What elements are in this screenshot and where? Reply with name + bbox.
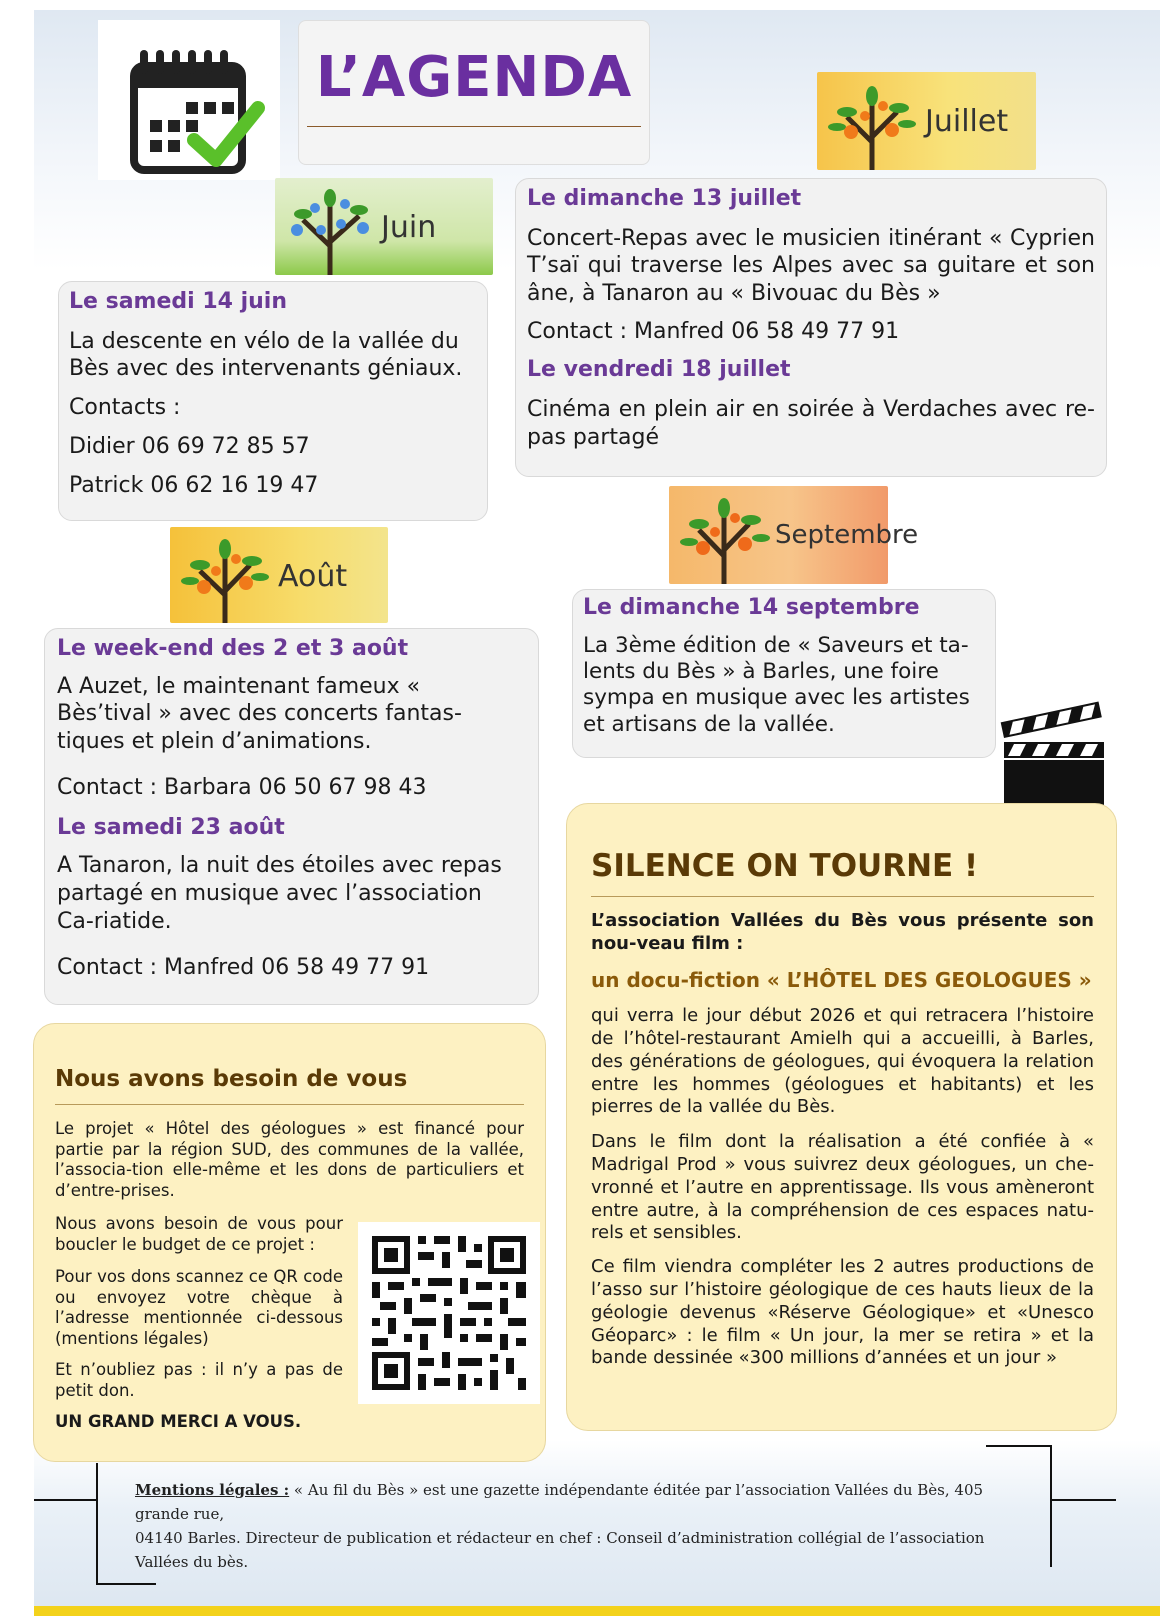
event-description: La 3ème édition de « Saveurs et ta-lents du Bès » à Barles, une foire sympa en musique avec les artistes et artisans de la vallée.: [583, 632, 970, 737]
event-date: Le samedi 23 août: [57, 815, 285, 841]
legal-mentions: [135, 1478, 1035, 1574]
juin-banner: [275, 178, 493, 275]
calendar-icon-box: [98, 20, 280, 180]
contact-line: Contact : Manfred 06 58 49 77 91: [527, 319, 900, 345]
orange-tree-icon: [170, 527, 280, 623]
legal-label: Mentions légales :: [135, 1481, 290, 1499]
aout-banner: [170, 527, 388, 623]
footer-right-top: [986, 1445, 1052, 1447]
month-label-aout: Août: [278, 559, 348, 594]
event-date: Le week-end des 2 et 3 août: [57, 636, 409, 661]
contact-line: Contact : Manfred 06 58 49 77 91: [57, 954, 430, 980]
besoin-card: [33, 1023, 546, 1462]
agenda-title-box: [298, 20, 650, 165]
contact-line: Contact : Barbara 06 50 67 98 43: [57, 775, 427, 801]
juin-event-card: [58, 281, 488, 521]
film-intro: L’association Vallées du Bès vous présente son nou-veau film :: [591, 910, 1094, 954]
donation-qr-code[interactable]: [358, 1222, 540, 1404]
film-subtitle: un docu-fiction « L’HÔTEL DES GEOLOGUES »: [591, 968, 1092, 992]
legal-line2: 04140 Barles. Directeur de publication et rédacteur en chef : Conseil d’administration collégial de l’association Vallées du bès.: [135, 1529, 985, 1571]
contact-line: Patrick 06 62 16 19 47: [69, 473, 319, 499]
blue-flower-tree-icon: [275, 178, 385, 275]
legal-line1: « Au fil du Bès » est une gazette indépendante éditée par l’association Vallées du Bès, 405 grande rue,: [135, 1481, 984, 1523]
footer-right-bracket: [1050, 1445, 1052, 1567]
calendar-check-icon: [98, 20, 280, 180]
footer-right-hline: [1050, 1499, 1116, 1501]
besoin-paragraph: Le projet « Hôtel des géologues » est financé pour partie par la région SUD, des communes de la vallée, l’associa-tion elle-même et les dons de particuliers et d’entre-prises.: [55, 1119, 524, 1200]
film-paragraph: Ce film viendra compléter les 2 autres productions de l’asso sur l’histoire géologique de ces hauts lieux de la géologie devenus «Réserve Géologique» et «Unesco Géoparc» : le film « Un jour, la mer se retira » et la bande dessinée «300 millions d’années et un jour »: [591, 1256, 1094, 1369]
event-description: A Tanaron, la nuit des étoiles avec repas partagé en musique avec l’association Ca-riatide.: [57, 852, 502, 934]
footer-left-hline: [34, 1499, 98, 1501]
orange-tree-icon: [669, 486, 779, 584]
title-underline: [307, 126, 641, 127]
event-date: Le dimanche 13 juillet: [527, 186, 802, 211]
besoin-thanks: UN GRAND MERCI A VOUS.: [55, 1412, 302, 1431]
film-title: SILENCE ON TOURNE !: [591, 848, 979, 884]
besoin-divider: [55, 1104, 524, 1105]
film-card: [566, 803, 1117, 1431]
event-description: A Auzet, le maintenant fameux « Bès’tival » avec des concerts fantas-tiques et plein d’animations.: [57, 673, 462, 755]
event-description: Cinéma en plein air en soirée à Verdaches avec re-pas partagé: [527, 396, 1095, 450]
film-divider: [591, 896, 1094, 897]
event-date: Le vendredi 18 juillet: [527, 357, 791, 383]
besoin-title: Nous avons besoin de vous: [55, 1066, 408, 1092]
film-paragraph: qui verra le jour début 2026 et qui retracera l’histoire de l’hôtel-restaurant Amielh qui a accueilli, à Barles, des générations de géologues, qui évoquera la relation entre les hommes (géologues et habitants) et les pierres de la vallée du Bès.: [591, 1005, 1094, 1118]
footer-left-bracket: [96, 1463, 98, 1585]
septembre-banner: [669, 486, 919, 584]
month-label-juin: Juin: [381, 210, 437, 245]
septembre-event-card: [572, 589, 996, 758]
month-label-septembre: Septembre: [775, 520, 919, 550]
event-description: Concert-Repas avec le musicien itinérant « Cyprien T’saï qui traverse les Alpes avec sa guitare et son âne, à Tanaron au « Bivouac du Bès »: [527, 225, 1095, 307]
juillet-banner: [817, 72, 1036, 170]
juillet-event-card: [515, 178, 1107, 477]
month-label-juillet: Juillet: [925, 104, 1009, 139]
contact-line: Didier 06 69 72 85 57: [69, 434, 310, 460]
besoin-paragraph: Pour vos dons scannez ce QR code ou envoyez votre chèque à l’adresse mentionnée ci-dessous (mentions légales): [55, 1267, 343, 1348]
film-paragraph: Dans le film dont la réalisation a été confiée à « Madrigal Prod » vous suivrez deux géologues, un che-vronné et l’autre en apprentissage. Ils vous amèneront entre autre, à la compréhension de ces espaces natu-rels et sensibles.: [591, 1131, 1094, 1244]
event-date: Le dimanche 14 septembre: [583, 595, 920, 620]
orange-tree-icon: [817, 72, 927, 170]
qr-code-icon: [358, 1222, 540, 1404]
event-description: La descente en vélo de la vallée du Bès avec des intervenants géniaux.: [69, 328, 463, 382]
besoin-paragraph: Nous avons besoin de vous pour boucler le budget de ce projet :: [55, 1214, 343, 1254]
aout-event-card: [44, 628, 539, 1005]
besoin-paragraph: Et n’oubliez pas : il n’y a pas de petit don.: [55, 1360, 343, 1400]
page-title: L’AGENDA: [315, 45, 633, 110]
contacts-label: Contacts :: [69, 395, 181, 421]
footer-left-bottom: [96, 1583, 156, 1585]
bottom-yellow-strip: [34, 1606, 1160, 1616]
event-date: Le samedi 14 juin: [69, 289, 288, 314]
